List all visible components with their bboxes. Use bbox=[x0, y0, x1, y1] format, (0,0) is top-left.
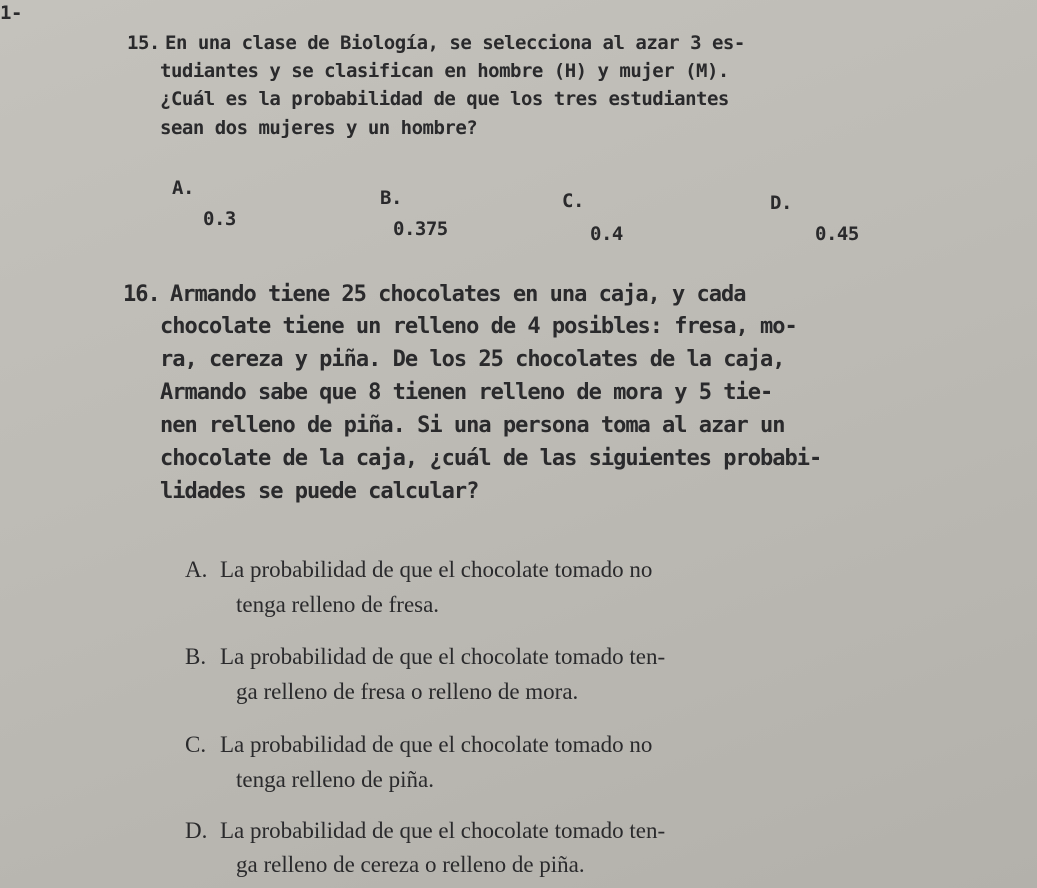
option-c-text: La probabilidad de que el chocolate tomado no bbox=[220, 732, 653, 757]
option-c-text: tenga relleno de piña. bbox=[236, 767, 434, 792]
option-a-text: tenga relleno de fresa. bbox=[236, 592, 440, 617]
question-text-line: Armando sabe que 8 tienen relleno de mora y 5 tie- bbox=[160, 380, 773, 405]
question-text-line: ra, cereza y piña. De los 25 chocolates de la caja, bbox=[160, 347, 785, 372]
option-d-letter: D. bbox=[770, 192, 792, 214]
question-text-line: sean dos mujeres y un hombre? bbox=[160, 117, 478, 139]
option-a-letter: A. bbox=[172, 177, 194, 199]
option-d-value: 0.45 bbox=[815, 223, 859, 245]
option-b-value: 0.375 bbox=[393, 218, 448, 240]
option-b-letter: B. bbox=[185, 644, 207, 669]
question-text-line: En una clase de Biología, se selecciona al azar 3 es- bbox=[165, 32, 745, 54]
option-c-letter: C. bbox=[562, 190, 584, 212]
option-b-text: La probabilidad de que el chocolate tomado ten- bbox=[220, 644, 666, 669]
option-a-letter: A. bbox=[185, 557, 208, 582]
option-d-letter: D. bbox=[185, 818, 208, 843]
option-b-text: ga relleno de fresa o relleno de mora. bbox=[236, 679, 579, 704]
option-d-text: ga relleno de cereza o relleno de piña. bbox=[236, 852, 585, 877]
question-text-line: nen relleno de piña. Si una persona toma al azar un bbox=[160, 413, 785, 438]
question-number: 15. bbox=[127, 32, 160, 54]
question-text-line: lidades se puede calcular? bbox=[160, 479, 479, 504]
question-number: 16. bbox=[123, 282, 160, 307]
option-c-letter: C. bbox=[185, 732, 207, 757]
option-a-value: 0.3 bbox=[203, 208, 236, 230]
option-c-value: 0.4 bbox=[590, 223, 623, 245]
option-a-text: La probabilidad de que el chocolate tomado no bbox=[220, 557, 653, 582]
question-text-line: Armando tiene 25 chocolates en una caja, y cada bbox=[170, 282, 746, 307]
question-text-line: chocolate de la caja, ¿cuál de las siguientes probabi- bbox=[160, 446, 822, 471]
question-text-line: tudiantes y se clasifican en hombre (H) y mujer (M). bbox=[160, 60, 729, 82]
option-d-text: La probabilidad de que el chocolate tomado ten- bbox=[220, 818, 666, 843]
margin-mark: 1- bbox=[0, 2, 22, 24]
question-text-line: ¿Cuál es la probabilidad de que los tres estudiantes bbox=[160, 88, 729, 110]
option-b-letter: B. bbox=[380, 187, 402, 209]
question-text-line: chocolate tiene un relleno de 4 posibles: fresa, mo- bbox=[160, 314, 797, 339]
